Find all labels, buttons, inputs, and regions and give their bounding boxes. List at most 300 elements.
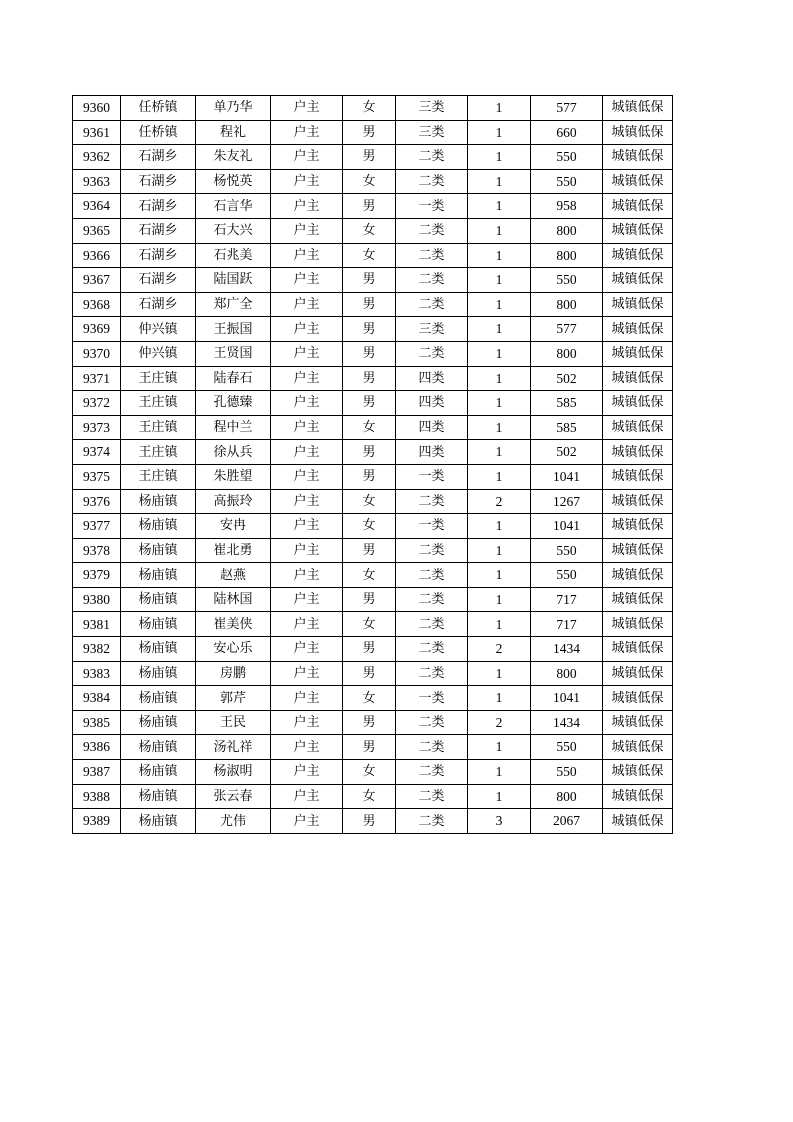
- serial-number-cell: 9365: [73, 218, 121, 243]
- gender-cell: 男: [343, 661, 396, 686]
- table-row: [73, 710, 673, 735]
- relation-cell: 户主: [271, 637, 343, 662]
- name-cell: 陆国跃: [196, 268, 271, 293]
- township-cell: 石湖乡: [121, 243, 196, 268]
- household-size-cell: 1: [468, 464, 531, 489]
- category-cell: 二类: [396, 760, 468, 785]
- household-size-cell: 1: [468, 292, 531, 317]
- serial-number-cell: 9366: [73, 243, 121, 268]
- category-cell: 二类: [396, 637, 468, 662]
- township-cell: 石湖乡: [121, 145, 196, 170]
- relation-cell: 户主: [271, 538, 343, 563]
- serial-number-cell: 9370: [73, 341, 121, 366]
- household-size-cell: 1: [468, 317, 531, 342]
- relation-cell: 户主: [271, 391, 343, 416]
- household-size-cell: 1: [468, 243, 531, 268]
- township-cell: 杨庙镇: [121, 735, 196, 760]
- gender-cell: 男: [343, 440, 396, 465]
- name-cell: 王贤国: [196, 341, 271, 366]
- category-cell: 一类: [396, 686, 468, 711]
- household-size-cell: 1: [468, 514, 531, 539]
- type-cell: 城镇低保: [603, 169, 673, 194]
- category-cell: 二类: [396, 587, 468, 612]
- category-cell: 三类: [396, 96, 468, 121]
- gender-cell: 女: [343, 415, 396, 440]
- category-cell: 四类: [396, 366, 468, 391]
- name-cell: 郭芹: [196, 686, 271, 711]
- serial-number-cell: 9360: [73, 96, 121, 121]
- township-cell: 杨庙镇: [121, 538, 196, 563]
- type-cell: 城镇低保: [603, 612, 673, 637]
- type-cell: 城镇低保: [603, 710, 673, 735]
- gender-cell: 男: [343, 292, 396, 317]
- gender-cell: 男: [343, 735, 396, 760]
- gender-cell: 男: [343, 538, 396, 563]
- serial-number-cell: 9375: [73, 464, 121, 489]
- relation-cell: 户主: [271, 145, 343, 170]
- serial-number-cell: 9369: [73, 317, 121, 342]
- township-cell: 仲兴镇: [121, 317, 196, 342]
- category-cell: 四类: [396, 391, 468, 416]
- amount-cell: 550: [531, 735, 603, 760]
- household-size-cell: 1: [468, 366, 531, 391]
- gender-cell: 女: [343, 612, 396, 637]
- township-cell: 杨庙镇: [121, 710, 196, 735]
- amount-cell: 1434: [531, 710, 603, 735]
- serial-number-cell: 9368: [73, 292, 121, 317]
- township-cell: 石湖乡: [121, 218, 196, 243]
- type-cell: 城镇低保: [603, 341, 673, 366]
- household-size-cell: 1: [468, 268, 531, 293]
- table-row: [73, 612, 673, 637]
- gender-cell: 女: [343, 489, 396, 514]
- type-cell: 城镇低保: [603, 784, 673, 809]
- category-cell: 二类: [396, 612, 468, 637]
- table-row: [73, 784, 673, 809]
- name-cell: 陆春石: [196, 366, 271, 391]
- township-cell: 杨庙镇: [121, 612, 196, 637]
- household-size-cell: 1: [468, 735, 531, 760]
- gender-cell: 女: [343, 218, 396, 243]
- gender-cell: 男: [343, 145, 396, 170]
- relation-cell: 户主: [271, 120, 343, 145]
- serial-number-cell: 9364: [73, 194, 121, 219]
- table-row: [73, 464, 673, 489]
- serial-number-cell: 9386: [73, 735, 121, 760]
- table-row: [73, 686, 673, 711]
- relation-cell: 户主: [271, 760, 343, 785]
- amount-cell: 585: [531, 391, 603, 416]
- township-cell: 仲兴镇: [121, 341, 196, 366]
- name-cell: 安心乐: [196, 637, 271, 662]
- category-cell: 二类: [396, 145, 468, 170]
- serial-number-cell: 9361: [73, 120, 121, 145]
- gender-cell: 男: [343, 194, 396, 219]
- township-cell: 杨庙镇: [121, 661, 196, 686]
- type-cell: 城镇低保: [603, 440, 673, 465]
- category-cell: 二类: [396, 218, 468, 243]
- township-cell: 石湖乡: [121, 292, 196, 317]
- township-cell: 石湖乡: [121, 194, 196, 219]
- type-cell: 城镇低保: [603, 145, 673, 170]
- amount-cell: 1041: [531, 514, 603, 539]
- name-cell: 尤伟: [196, 809, 271, 834]
- relation-cell: 户主: [271, 317, 343, 342]
- household-size-cell: 1: [468, 440, 531, 465]
- amount-cell: 550: [531, 563, 603, 588]
- relation-cell: 户主: [271, 784, 343, 809]
- serial-number-cell: 9385: [73, 710, 121, 735]
- table-row: [73, 809, 673, 834]
- serial-number-cell: 9379: [73, 563, 121, 588]
- name-cell: 朱友礼: [196, 145, 271, 170]
- table-row: [73, 268, 673, 293]
- amount-cell: 550: [531, 760, 603, 785]
- township-cell: 杨庙镇: [121, 784, 196, 809]
- amount-cell: 585: [531, 415, 603, 440]
- table-row: [73, 120, 673, 145]
- type-cell: 城镇低保: [603, 292, 673, 317]
- household-size-cell: 1: [468, 563, 531, 588]
- type-cell: 城镇低保: [603, 96, 673, 121]
- household-size-cell: 2: [468, 489, 531, 514]
- table-row: [73, 637, 673, 662]
- relation-cell: 户主: [271, 96, 343, 121]
- table-row: [73, 96, 673, 121]
- gender-cell: 男: [343, 587, 396, 612]
- name-cell: 陆林国: [196, 587, 271, 612]
- name-cell: 石言华: [196, 194, 271, 219]
- table-row: [73, 194, 673, 219]
- amount-cell: 550: [531, 268, 603, 293]
- type-cell: 城镇低保: [603, 563, 673, 588]
- type-cell: 城镇低保: [603, 661, 673, 686]
- household-size-cell: 2: [468, 710, 531, 735]
- gender-cell: 女: [343, 784, 396, 809]
- township-cell: 任桥镇: [121, 96, 196, 121]
- relation-cell: 户主: [271, 292, 343, 317]
- name-cell: 杨淑明: [196, 760, 271, 785]
- name-cell: 石兆美: [196, 243, 271, 268]
- amount-cell: 800: [531, 218, 603, 243]
- category-cell: 二类: [396, 243, 468, 268]
- table-row: [73, 366, 673, 391]
- gender-cell: 女: [343, 760, 396, 785]
- amount-cell: 1041: [531, 686, 603, 711]
- type-cell: 城镇低保: [603, 489, 673, 514]
- amount-cell: 2067: [531, 809, 603, 834]
- name-cell: 汤礼祥: [196, 735, 271, 760]
- household-size-cell: 1: [468, 96, 531, 121]
- amount-cell: 1041: [531, 464, 603, 489]
- type-cell: 城镇低保: [603, 464, 673, 489]
- category-cell: 二类: [396, 784, 468, 809]
- table-row: [73, 489, 673, 514]
- township-cell: 王庄镇: [121, 440, 196, 465]
- type-cell: 城镇低保: [603, 415, 673, 440]
- table-row: [73, 145, 673, 170]
- serial-number-cell: 9376: [73, 489, 121, 514]
- relation-cell: 户主: [271, 514, 343, 539]
- township-cell: 石湖乡: [121, 268, 196, 293]
- serial-number-cell: 9374: [73, 440, 121, 465]
- household-size-cell: 1: [468, 612, 531, 637]
- type-cell: 城镇低保: [603, 809, 673, 834]
- household-size-cell: 1: [468, 415, 531, 440]
- type-cell: 城镇低保: [603, 317, 673, 342]
- amount-cell: 550: [531, 169, 603, 194]
- table-row: [73, 391, 673, 416]
- serial-number-cell: 9378: [73, 538, 121, 563]
- amount-cell: 577: [531, 317, 603, 342]
- relation-cell: 户主: [271, 686, 343, 711]
- table-row: [73, 415, 673, 440]
- table-row: [73, 440, 673, 465]
- table-body: [73, 96, 673, 834]
- household-size-cell: 1: [468, 218, 531, 243]
- category-cell: 四类: [396, 440, 468, 465]
- table-row: [73, 341, 673, 366]
- relation-cell: 户主: [271, 341, 343, 366]
- gender-cell: 男: [343, 341, 396, 366]
- name-cell: 孔德臻: [196, 391, 271, 416]
- type-cell: 城镇低保: [603, 735, 673, 760]
- amount-cell: 800: [531, 292, 603, 317]
- gender-cell: 男: [343, 710, 396, 735]
- serial-number-cell: 9371: [73, 366, 121, 391]
- household-size-cell: 1: [468, 587, 531, 612]
- amount-cell: 717: [531, 612, 603, 637]
- household-size-cell: 1: [468, 760, 531, 785]
- township-cell: 杨庙镇: [121, 809, 196, 834]
- gender-cell: 男: [343, 120, 396, 145]
- serial-number-cell: 9383: [73, 661, 121, 686]
- gender-cell: 女: [343, 96, 396, 121]
- table-row: [73, 514, 673, 539]
- amount-cell: 550: [531, 538, 603, 563]
- township-cell: 王庄镇: [121, 366, 196, 391]
- relief-roster-table: [72, 95, 673, 834]
- serial-number-cell: 9372: [73, 391, 121, 416]
- type-cell: 城镇低保: [603, 760, 673, 785]
- township-cell: 杨庙镇: [121, 587, 196, 612]
- table-row: [73, 243, 673, 268]
- township-cell: 杨庙镇: [121, 514, 196, 539]
- gender-cell: 女: [343, 514, 396, 539]
- name-cell: 王振国: [196, 317, 271, 342]
- township-cell: 王庄镇: [121, 391, 196, 416]
- name-cell: 程中兰: [196, 415, 271, 440]
- name-cell: 朱胜望: [196, 464, 271, 489]
- amount-cell: 1267: [531, 489, 603, 514]
- type-cell: 城镇低保: [603, 686, 673, 711]
- household-size-cell: 1: [468, 686, 531, 711]
- gender-cell: 女: [343, 563, 396, 588]
- township-cell: 杨庙镇: [121, 760, 196, 785]
- amount-cell: 660: [531, 120, 603, 145]
- category-cell: 二类: [396, 710, 468, 735]
- gender-cell: 男: [343, 637, 396, 662]
- category-cell: 一类: [396, 464, 468, 489]
- category-cell: 二类: [396, 169, 468, 194]
- household-size-cell: 1: [468, 194, 531, 219]
- household-size-cell: 1: [468, 661, 531, 686]
- township-cell: 王庄镇: [121, 415, 196, 440]
- amount-cell: 717: [531, 587, 603, 612]
- type-cell: 城镇低保: [603, 366, 673, 391]
- category-cell: 二类: [396, 268, 468, 293]
- serial-number-cell: 9377: [73, 514, 121, 539]
- name-cell: 徐从兵: [196, 440, 271, 465]
- gender-cell: 男: [343, 268, 396, 293]
- table-row: [73, 169, 673, 194]
- type-cell: 城镇低保: [603, 587, 673, 612]
- name-cell: 杨悦英: [196, 169, 271, 194]
- name-cell: 程礼: [196, 120, 271, 145]
- type-cell: 城镇低保: [603, 637, 673, 662]
- gender-cell: 男: [343, 464, 396, 489]
- type-cell: 城镇低保: [603, 120, 673, 145]
- relation-cell: 户主: [271, 612, 343, 637]
- household-size-cell: 1: [468, 169, 531, 194]
- relation-cell: 户主: [271, 735, 343, 760]
- relation-cell: 户主: [271, 710, 343, 735]
- table-row: [73, 587, 673, 612]
- table-row: [73, 292, 673, 317]
- serial-number-cell: 9382: [73, 637, 121, 662]
- relation-cell: 户主: [271, 489, 343, 514]
- serial-number-cell: 9388: [73, 784, 121, 809]
- relation-cell: 户主: [271, 661, 343, 686]
- amount-cell: 800: [531, 784, 603, 809]
- type-cell: 城镇低保: [603, 268, 673, 293]
- serial-number-cell: 9387: [73, 760, 121, 785]
- serial-number-cell: 9362: [73, 145, 121, 170]
- household-size-cell: 1: [468, 391, 531, 416]
- serial-number-cell: 9373: [73, 415, 121, 440]
- category-cell: 二类: [396, 489, 468, 514]
- township-cell: 任桥镇: [121, 120, 196, 145]
- gender-cell: 男: [343, 317, 396, 342]
- household-size-cell: 2: [468, 637, 531, 662]
- relation-cell: 户主: [271, 587, 343, 612]
- name-cell: 崔北勇: [196, 538, 271, 563]
- serial-number-cell: 9384: [73, 686, 121, 711]
- relation-cell: 户主: [271, 464, 343, 489]
- amount-cell: 800: [531, 341, 603, 366]
- relation-cell: 户主: [271, 440, 343, 465]
- gender-cell: 女: [343, 686, 396, 711]
- amount-cell: 958: [531, 194, 603, 219]
- table-row: [73, 317, 673, 342]
- amount-cell: 800: [531, 661, 603, 686]
- household-size-cell: 1: [468, 784, 531, 809]
- relation-cell: 户主: [271, 563, 343, 588]
- relation-cell: 户主: [271, 194, 343, 219]
- gender-cell: 女: [343, 169, 396, 194]
- relation-cell: 户主: [271, 366, 343, 391]
- name-cell: 崔美侠: [196, 612, 271, 637]
- amount-cell: 550: [531, 145, 603, 170]
- amount-cell: 577: [531, 96, 603, 121]
- category-cell: 一类: [396, 194, 468, 219]
- township-cell: 杨庙镇: [121, 563, 196, 588]
- name-cell: 高振玲: [196, 489, 271, 514]
- township-cell: 杨庙镇: [121, 637, 196, 662]
- serial-number-cell: 9389: [73, 809, 121, 834]
- name-cell: 王民: [196, 710, 271, 735]
- gender-cell: 男: [343, 366, 396, 391]
- category-cell: 三类: [396, 120, 468, 145]
- relation-cell: 户主: [271, 415, 343, 440]
- township-cell: 王庄镇: [121, 464, 196, 489]
- type-cell: 城镇低保: [603, 194, 673, 219]
- relation-cell: 户主: [271, 268, 343, 293]
- table-row: [73, 661, 673, 686]
- serial-number-cell: 9363: [73, 169, 121, 194]
- category-cell: 四类: [396, 415, 468, 440]
- category-cell: 一类: [396, 514, 468, 539]
- serial-number-cell: 9381: [73, 612, 121, 637]
- household-size-cell: 1: [468, 145, 531, 170]
- township-cell: 石湖乡: [121, 169, 196, 194]
- table-row: [73, 760, 673, 785]
- name-cell: 安冉: [196, 514, 271, 539]
- type-cell: 城镇低保: [603, 538, 673, 563]
- table-row: [73, 538, 673, 563]
- type-cell: 城镇低保: [603, 218, 673, 243]
- relation-cell: 户主: [271, 809, 343, 834]
- household-size-cell: 1: [468, 341, 531, 366]
- category-cell: 二类: [396, 661, 468, 686]
- category-cell: 二类: [396, 292, 468, 317]
- amount-cell: 800: [531, 243, 603, 268]
- gender-cell: 男: [343, 391, 396, 416]
- name-cell: 郑广全: [196, 292, 271, 317]
- category-cell: 三类: [396, 317, 468, 342]
- relation-cell: 户主: [271, 169, 343, 194]
- table-row: [73, 735, 673, 760]
- category-cell: 二类: [396, 538, 468, 563]
- name-cell: 张云春: [196, 784, 271, 809]
- category-cell: 二类: [396, 341, 468, 366]
- township-cell: 杨庙镇: [121, 686, 196, 711]
- table-row: [73, 563, 673, 588]
- household-size-cell: 1: [468, 120, 531, 145]
- gender-cell: 男: [343, 809, 396, 834]
- amount-cell: 502: [531, 366, 603, 391]
- name-cell: 单乃华: [196, 96, 271, 121]
- category-cell: 二类: [396, 809, 468, 834]
- township-cell: 杨庙镇: [121, 489, 196, 514]
- category-cell: 二类: [396, 735, 468, 760]
- gender-cell: 女: [343, 243, 396, 268]
- type-cell: 城镇低保: [603, 243, 673, 268]
- type-cell: 城镇低保: [603, 514, 673, 539]
- table-row: [73, 218, 673, 243]
- category-cell: 二类: [396, 563, 468, 588]
- amount-cell: 1434: [531, 637, 603, 662]
- relation-cell: 户主: [271, 218, 343, 243]
- name-cell: 石大兴: [196, 218, 271, 243]
- amount-cell: 502: [531, 440, 603, 465]
- name-cell: 房鹏: [196, 661, 271, 686]
- serial-number-cell: 9367: [73, 268, 121, 293]
- name-cell: 赵燕: [196, 563, 271, 588]
- relation-cell: 户主: [271, 243, 343, 268]
- household-size-cell: 1: [468, 538, 531, 563]
- serial-number-cell: 9380: [73, 587, 121, 612]
